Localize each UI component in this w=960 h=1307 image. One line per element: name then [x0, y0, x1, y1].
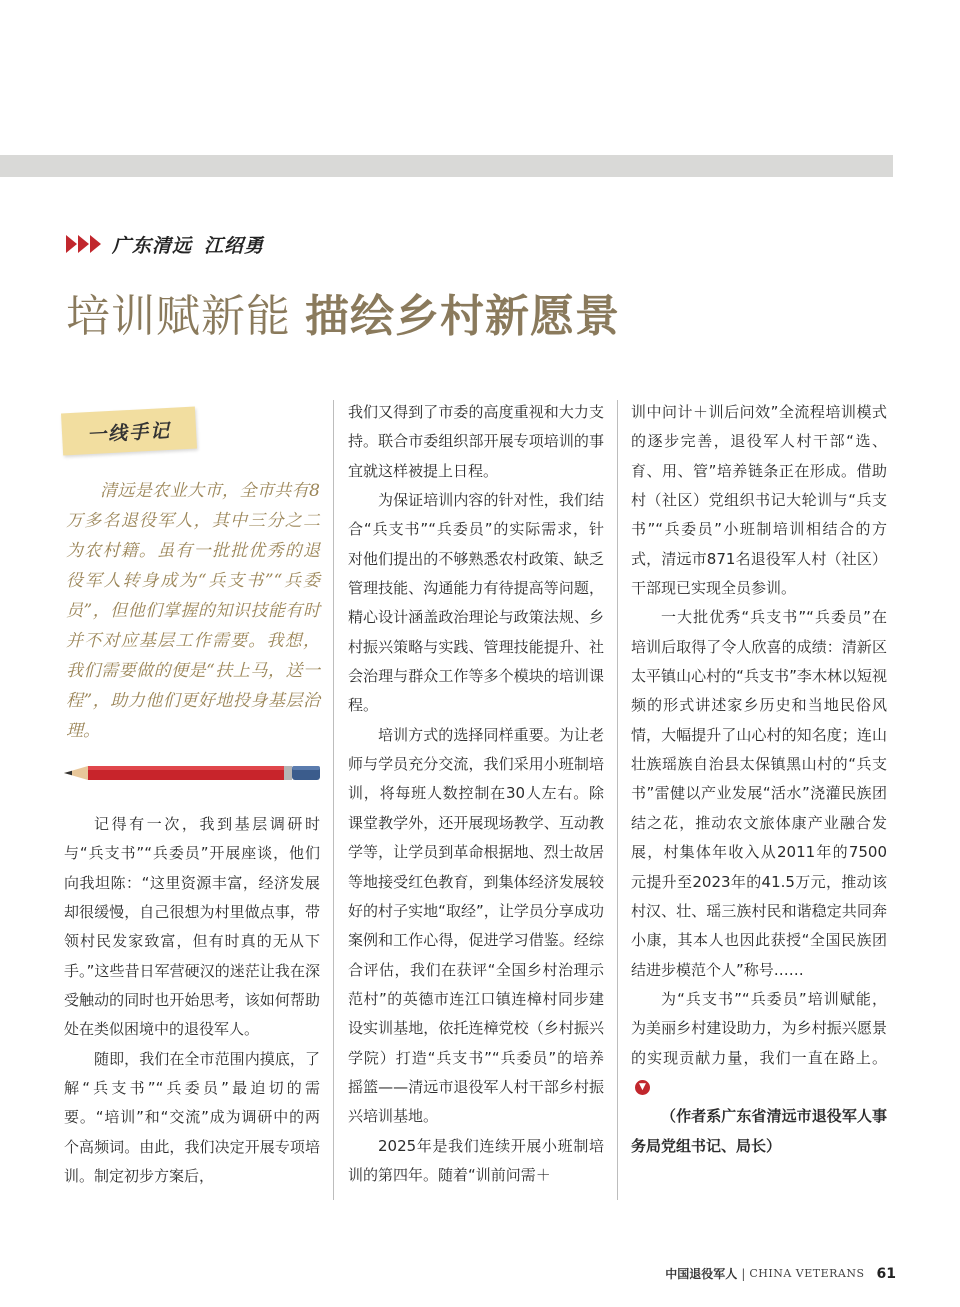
- article-column-2: [348, 398, 604, 1190]
- author-note: （作者系广东省清远市退役军人事务局党组书记、局长）: [631, 1107, 887, 1155]
- page-footer: [665, 1265, 896, 1282]
- paragraph: 训中问计＋训后问效”全流程培训模式的逐步完善，退役军人村干部“选、育、用、管”培养链条正在形成。借助村（社区）党组织书记大轮训与“兵支书”“兵委员”小班制培训相结合的方式，清远市871名退役军人村（社区）干部现已实现全员参训。: [631, 403, 887, 598]
- paragraph: 为保证培训内容的针对性，我们结合“兵支书”“兵委员”的实际需求，针对他们提出的不够熟悉农村政策、缺乏管理技能、沟通能力有待提高等问题，精心设计涵盖政治理论与政策法规、乡村振兴策略与实践、管理技能提升、社会治理与群众工作等多个模块的培训课程。: [348, 491, 604, 715]
- paragraph: 培训方式的选择同样重要。为让老师与学员充分交流，我们采用小班制培训，将每班人数控制在30人左右。除课堂教学外，还开展现场教学、互动教学等，让学员到革命根据地、烈士故居等地接受红色教育，到集体经济发展较好的村子实地“取经”，让学员分享成功案例和工作心得，促进学习借鉴。经综合评估，我们在获评“全国乡村治理示范村”的英德市连江口镇连樟村同步建设实训基地，依托连樟党校（乡村振兴学院）打造“兵支书”“兵委员”的培养摇篮——清远市退役军人村干部乡村振兴培训基地。: [348, 725, 604, 1126]
- paragraph: 随即，我们在全市范围内摸底，了解“兵支书”“兵委员”最迫切的需要。“培训”和“交流”成为调研中的两个高频词。由此，我们决定开展专项培训。制定初步方案后，: [64, 1049, 320, 1186]
- magazine-end-mark-icon: ▼: [635, 1080, 650, 1095]
- article-title: [66, 280, 620, 344]
- top-header-band: [0, 155, 893, 177]
- final-text: 为“兵支书”“兵委员”培训赋能，为美丽乡村建设助力，为乡村振兴愿景的实现贡献力量，我们一直在路上。: [631, 989, 887, 1067]
- pencil-icon: [64, 762, 322, 784]
- paragraph: 2025年是我们连续开展小班制培训的第四年。随着“训前问需＋: [348, 1136, 604, 1184]
- paragraph-final: [631, 985, 887, 1102]
- title-part-1: 培训赋新能: [66, 291, 291, 342]
- frontline-note-text: 清远是农业大市，全市共有8万多名退役军人，其中三分之二为农村籍。虽有一批批优秀的退役军人转身成为“兵支书”“兵委员”，但他们掌握的知识技能有时并不对应基层工作需要。我想，我们需要做的便是“扶上马，送一程”，助力他们更好地投身基层治理。: [66, 481, 320, 741]
- triple-chevron-icon: [66, 235, 102, 253]
- kicker-line: [66, 232, 264, 256]
- magazine-name-en: CHINA VETERANS: [749, 1267, 865, 1280]
- column-divider-2: [617, 400, 618, 1200]
- column-divider-1: [333, 400, 334, 1200]
- article-column-1: [64, 810, 320, 1191]
- title-part-2: 描绘乡村新愿景: [305, 291, 620, 342]
- note-label-sticky: [61, 407, 197, 456]
- magazine-name-cn: 中国退役军人: [665, 1267, 738, 1281]
- article-column-3: [631, 398, 887, 1161]
- paragraph: 我们又得到了市委的高度重视和大力支持。联合市委组织部开展专项培训的事宜就这样被提上日程。: [348, 403, 604, 480]
- kicker-location: 广东清远: [112, 234, 193, 257]
- page-number: 61: [876, 1265, 896, 1282]
- note-label: 一线手记: [86, 419, 172, 446]
- paragraph: 记得有一次，我到基层调研时与“兵支书”“兵委员”开展座谈，他们向我坦陈：“这里资源丰富，经济发展却很缓慢，自己很想为村里做点事，带领村民发家致富，但有时真的无从下手。”这些昔日军营硬汉的迷茫让我在深受触动的同时也开始思考，该如何帮助处在类似困境中的退役军人。: [64, 815, 320, 1039]
- kicker-author: 江绍勇: [204, 234, 265, 257]
- paragraph: 一大批优秀“兵支书”“兵委员”在培训后取得了令人欣喜的成绩：清新区太平镇山心村的“兵支书”李木林以短视频的形式讲述家乡历史和当地民俗风情，大幅提升了山心村的知名度；连山壮族瑶族自治县太保镇黑山村的“兵支书”雷健以产业发展“活水”浇灌民族团结之花，推动农文旅体康产业融合发展，村集体年收入从2011年的7500元提升至2023年的41.5万元，推动该村汉、壮、瑶三族村民和谐稳定共同奔小康，其本人也因此获授“全国民族团结进步模范个人”称号……: [631, 608, 887, 979]
- footer-separator: |: [741, 1266, 746, 1281]
